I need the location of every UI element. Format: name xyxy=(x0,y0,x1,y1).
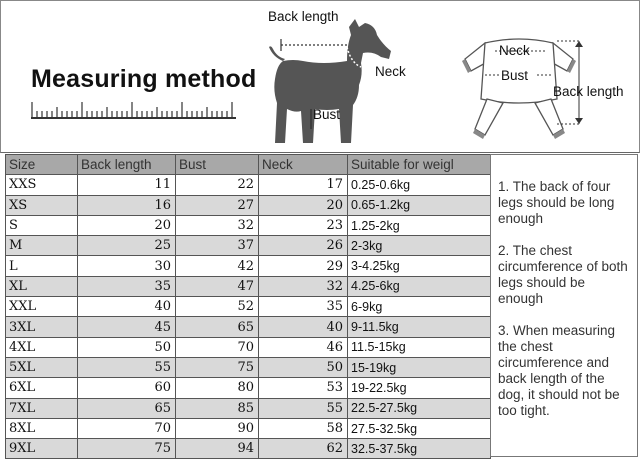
table-row xyxy=(6,317,491,337)
back-length-cell: 11 xyxy=(78,175,176,195)
weight-cell: 6-9kg xyxy=(348,297,491,317)
back-length-cell: 35 xyxy=(78,276,176,296)
garment-neck-label: Neck xyxy=(499,43,530,58)
dog-back-length-label: Back length xyxy=(268,9,339,24)
garment-bust-label: Bust xyxy=(501,68,529,83)
neck-cell: 35 xyxy=(259,297,348,317)
back-length-cell: 60 xyxy=(78,378,176,398)
size-cell: M xyxy=(6,236,78,256)
weight-cell: 22.5-27.5kg xyxy=(348,398,491,418)
size-cell: XL xyxy=(6,276,78,296)
neck-cell: 23 xyxy=(259,215,348,235)
measuring-header xyxy=(0,0,640,153)
bust-cell: 37 xyxy=(176,236,259,256)
note-item: 1. The back of four legs should be long enough xyxy=(498,179,615,226)
column-header-weight: Suitable for weigl xyxy=(348,155,491,175)
back-length-cell: 30 xyxy=(78,256,176,276)
table-row xyxy=(6,276,491,296)
table-row xyxy=(6,175,491,195)
bust-cell: 47 xyxy=(176,276,259,296)
column-header-bust: Bust xyxy=(176,155,259,175)
table-row xyxy=(6,215,491,235)
weight-cell: 11.5-15kg xyxy=(348,337,491,357)
size-cell: XXL xyxy=(6,297,78,317)
size-cell: 3XL xyxy=(6,317,78,337)
bust-cell: 85 xyxy=(176,398,259,418)
size-cell: 6XL xyxy=(6,378,78,398)
size-cell: 8XL xyxy=(6,418,78,438)
neck-cell: 32 xyxy=(259,276,348,296)
bust-cell: 22 xyxy=(176,175,259,195)
neck-cell: 53 xyxy=(259,378,348,398)
weight-cell: 9-11.5kg xyxy=(348,317,491,337)
bust-cell: 70 xyxy=(176,337,259,357)
weight-cell: 19-22.5kg xyxy=(348,378,491,398)
weight-cell: 3-4.25kg xyxy=(348,256,491,276)
weight-cell: 4.25-6kg xyxy=(348,276,491,296)
garment-back-length-label: Back length xyxy=(553,84,624,99)
neck-cell: 29 xyxy=(259,256,348,276)
table-row xyxy=(6,256,491,276)
size-cell: 9XL xyxy=(6,439,78,459)
back-length-cell: 55 xyxy=(78,357,176,377)
table-row xyxy=(6,418,491,438)
weight-cell: 0.25-0.6kg xyxy=(348,175,491,195)
back-length-cell: 25 xyxy=(78,236,176,256)
weight-cell: 1.25-2kg xyxy=(348,215,491,235)
neck-cell: 20 xyxy=(259,195,348,215)
table-row xyxy=(6,357,491,377)
bust-cell: 32 xyxy=(176,215,259,235)
table-row xyxy=(6,398,491,418)
weight-cell: 0.65-1.2kg xyxy=(348,195,491,215)
neck-cell: 62 xyxy=(259,439,348,459)
note-item: 2. The chest circumference of both legs should be enough xyxy=(498,243,628,306)
table-row xyxy=(6,195,491,215)
size-cell: 4XL xyxy=(6,337,78,357)
table-row xyxy=(6,439,491,459)
garment-measurement-figure xyxy=(453,29,638,147)
bust-cell: 90 xyxy=(176,418,259,438)
table-row xyxy=(6,378,491,398)
size-cell: 7XL xyxy=(6,398,78,418)
dog-bust-label: Bust xyxy=(313,107,341,122)
neck-cell: 46 xyxy=(259,337,348,357)
table-row xyxy=(6,236,491,256)
ruler-icon xyxy=(31,101,236,121)
size-cell: 5XL xyxy=(6,357,78,377)
bust-cell: 65 xyxy=(176,317,259,337)
column-header-back-length: Back length xyxy=(78,155,176,175)
neck-cell: 17 xyxy=(259,175,348,195)
column-header-neck: Neck xyxy=(259,155,348,175)
note-item: 3. When measuring the chest circumference and back length of the dog, it should not be too tight. xyxy=(498,323,620,418)
back-length-cell: 70 xyxy=(78,418,176,438)
weight-cell: 2-3kg xyxy=(348,236,491,256)
size-cell: XXS xyxy=(6,175,78,195)
neck-cell: 26 xyxy=(259,236,348,256)
weight-cell: 32.5-37.5kg xyxy=(348,439,491,459)
page-title: Measuring method xyxy=(31,65,257,93)
neck-cell: 58 xyxy=(259,418,348,438)
table-row xyxy=(6,337,491,357)
bust-cell: 42 xyxy=(176,256,259,276)
back-length-cell: 75 xyxy=(78,439,176,459)
dog-neck-label: Neck xyxy=(375,64,406,79)
back-length-cell: 16 xyxy=(78,195,176,215)
neck-cell: 40 xyxy=(259,317,348,337)
size-chart-table xyxy=(5,154,491,459)
back-length-cell: 20 xyxy=(78,215,176,235)
weight-cell: 15-19kg xyxy=(348,357,491,377)
dog-measurement-figure xyxy=(263,5,413,151)
measuring-notes xyxy=(490,154,638,457)
bust-cell: 27 xyxy=(176,195,259,215)
bust-cell: 94 xyxy=(176,439,259,459)
neck-cell: 50 xyxy=(259,357,348,377)
neck-cell: 55 xyxy=(259,398,348,418)
bust-cell: 52 xyxy=(176,297,259,317)
size-cell: S xyxy=(6,215,78,235)
bust-cell: 80 xyxy=(176,378,259,398)
size-cell: L xyxy=(6,256,78,276)
table-row xyxy=(6,297,491,317)
table-header-row xyxy=(6,155,491,175)
back-length-cell: 45 xyxy=(78,317,176,337)
back-length-cell: 40 xyxy=(78,297,176,317)
back-length-cell: 50 xyxy=(78,337,176,357)
column-header-size: Size xyxy=(6,155,78,175)
size-cell: XS xyxy=(6,195,78,215)
weight-cell: 27.5-32.5kg xyxy=(348,418,491,438)
bust-cell: 75 xyxy=(176,357,259,377)
back-length-cell: 65 xyxy=(78,398,176,418)
